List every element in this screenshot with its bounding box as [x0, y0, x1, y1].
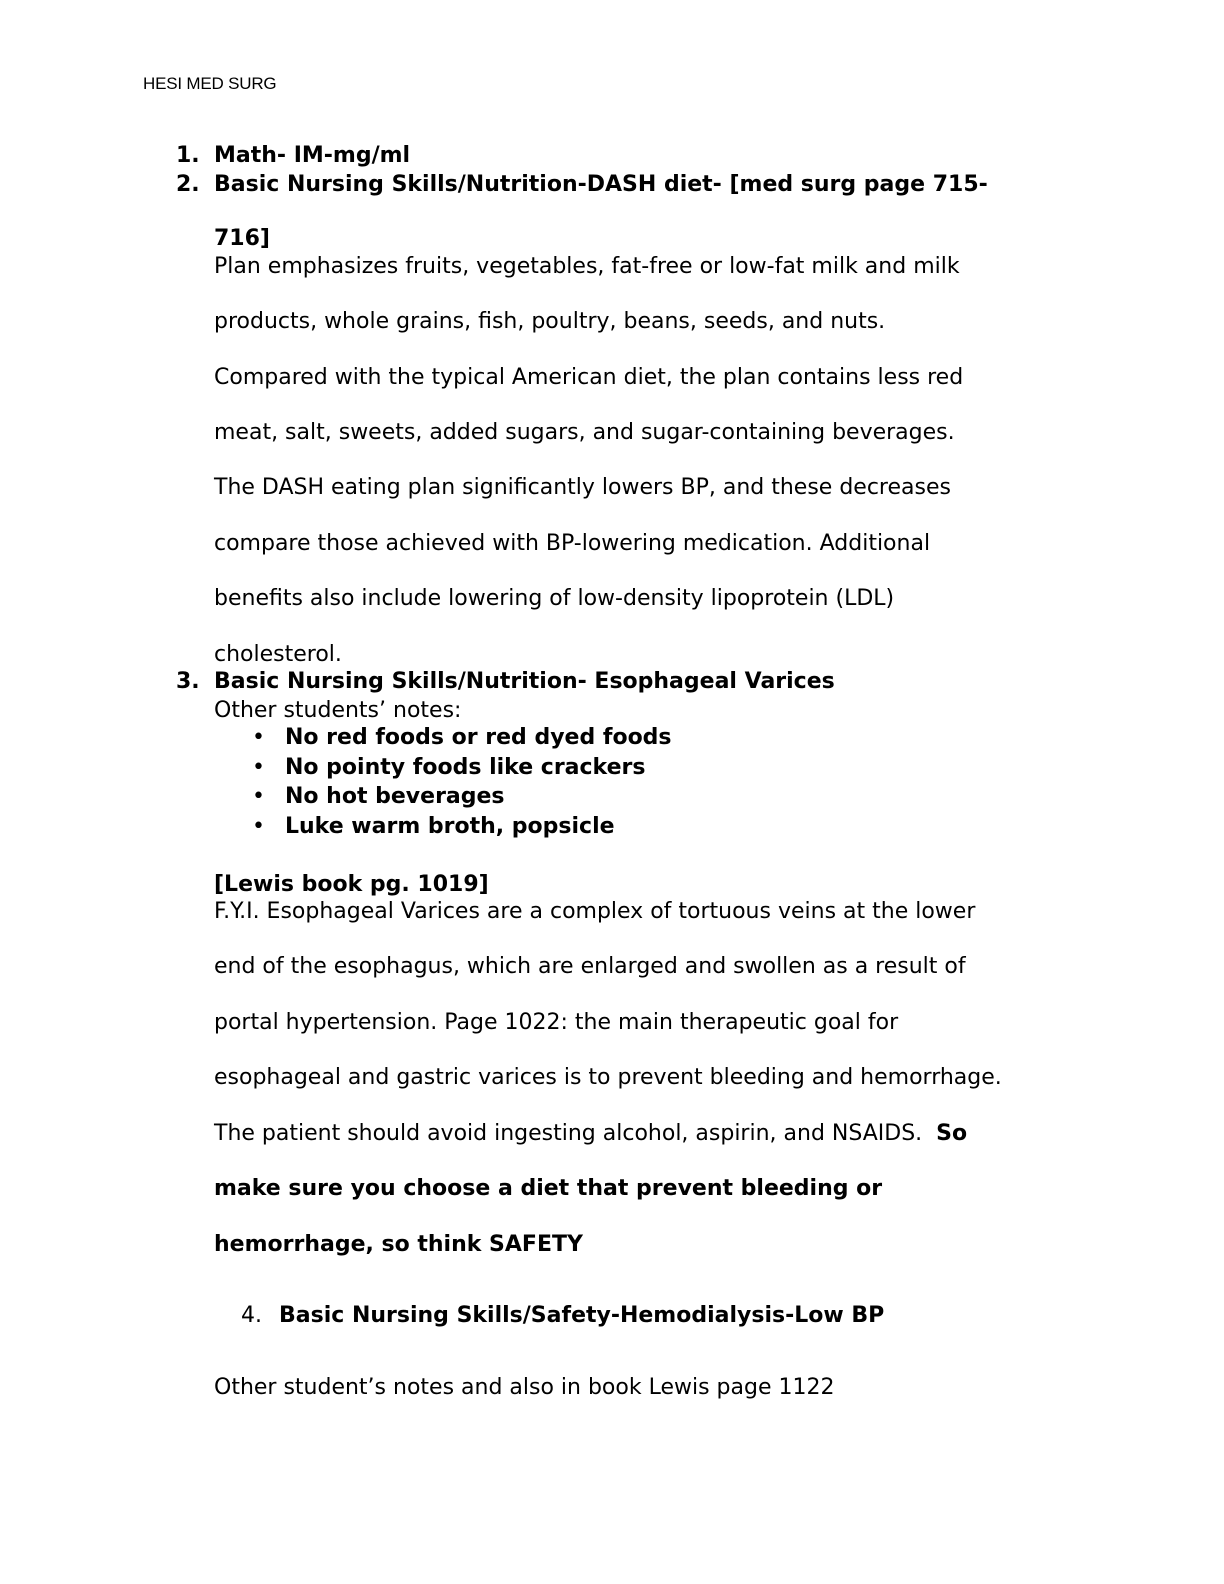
bullet-item: Luke warm broth, popsicle [285, 814, 615, 839]
item-4-title: Basic Nursing Skills/Safety-Hemodialysis-Low BP [279, 1303, 885, 1328]
list-number-1: 1. [176, 143, 200, 168]
item-2-title-line1: Basic Nursing Skills/Nutrition-DASH diet- [med surg page 715- [214, 172, 988, 197]
bullet-item: No pointy foods like crackers [285, 755, 646, 780]
dash-text-line: Plan emphasizes fruits, vegetables, fat-free or low-fat milk and milk [214, 254, 960, 279]
varices-intro: Other students’ notes: [214, 698, 462, 723]
bullet-icon: • [252, 755, 265, 780]
varices-text-line-mixed [214, 1120, 967, 1148]
dash-text-line: The DASH eating plan significantly lowers BP, and these decreases [214, 475, 951, 500]
item-1-title: Math- IM-mg/ml [214, 143, 411, 168]
dash-text-line: meat, salt, sweets, added sugars, and sugar-containing beverages. [214, 420, 955, 445]
varices-bold-line: hemorrhage, so think SAFETY [214, 1232, 583, 1257]
varices-text-line: esophageal and gastric varices is to prevent bleeding and hemorrhage. [214, 1065, 1002, 1090]
varices-text-line: end of the esophagus, which are enlarged and swollen as a result of [214, 954, 966, 979]
item-2-title-line2: 716] [214, 226, 270, 251]
bullet-icon: • [252, 725, 265, 750]
dash-text-line: cholesterol. [214, 642, 342, 667]
bullet-icon: • [252, 814, 265, 839]
page-header: HESI MED SURG [143, 74, 277, 93]
varices-text-line: F.Y.I. Esophageal Varices are a complex of tortuous veins at the lower [214, 899, 976, 924]
varices-text-bold: So [936, 1121, 968, 1146]
dash-text-line: benefits also include lowering of low-density lipoprotein (LDL) [214, 586, 895, 611]
bullet-item: No red foods or red dyed foods [285, 725, 672, 750]
item-3-title: Basic Nursing Skills/Nutrition- Esophageal Varices [214, 669, 835, 694]
varices-text-normal: The patient should avoid ingesting alcohol, aspirin, and NSAIDS. [214, 1121, 937, 1146]
varices-text-line: portal hypertension. Page 1022: the main therapeutic goal for [214, 1010, 899, 1035]
dash-text-line: products, whole grains, fish, poultry, beans, seeds, and nuts. [214, 309, 886, 334]
hemo-text: Other student’s notes and also in book Lewis page 1122 [214, 1375, 835, 1400]
dash-text-line: Compared with the typical American diet, the plan contains less red [214, 365, 964, 390]
list-number-2: 2. [176, 172, 200, 197]
dash-text-line: compare those achieved with BP-lowering medication. Additional [214, 531, 931, 556]
list-number-4: 4. [241, 1303, 262, 1328]
bullet-item: No hot beverages [285, 784, 505, 809]
varices-reference: [Lewis book pg. 1019] [214, 872, 489, 897]
bullet-icon: • [252, 784, 265, 809]
varices-bold-line: make sure you choose a diet that prevent bleeding or [214, 1176, 883, 1201]
list-number-3: 3. [176, 669, 200, 694]
